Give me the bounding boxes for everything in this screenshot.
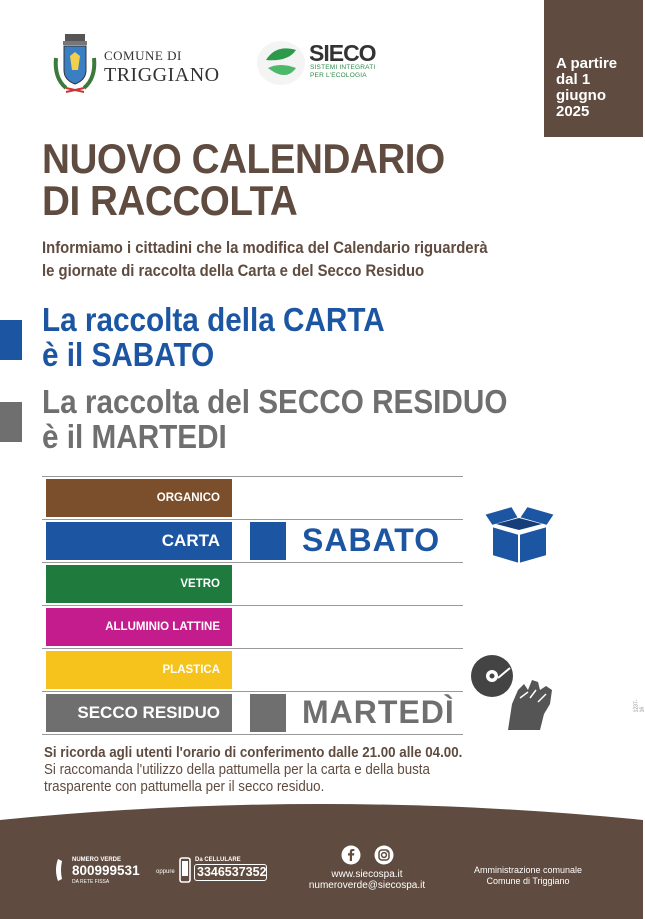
start-date-line3: giugno	[556, 87, 606, 104]
row-organico	[46, 479, 232, 517]
row-carta-label: CARTA	[161, 531, 220, 550]
row-alluminio-label: ALLUMINIO LATTINE	[105, 621, 220, 633]
phone-icon	[54, 857, 70, 883]
row-carta	[46, 522, 232, 560]
secco-notice	[42, 384, 582, 454]
info-line1: Informiamo i cittadini che la modifica del Calendario riguarderà	[42, 239, 488, 257]
mobile-number-label: Da CELLULARE	[195, 857, 241, 863]
residual-waste-icon	[468, 654, 556, 734]
print-code: 1237-16	[633, 699, 645, 713]
facebook-icon[interactable]	[341, 845, 361, 865]
green-number-sub: DA RETE FISSA	[72, 879, 110, 885]
green-number[interactable]: 800999531	[72, 863, 140, 878]
carta-day-marker	[250, 522, 286, 560]
row-vetro-label: VETRO	[180, 578, 220, 590]
table-rule	[42, 648, 463, 649]
comune-label: COMUNE DI	[104, 48, 182, 63]
carta-notice	[42, 302, 528, 372]
table-rule	[42, 605, 463, 606]
sieco-leaf-logo-icon	[256, 40, 306, 86]
row-plastica-label: PLASTICA	[162, 664, 220, 676]
instagram-icon[interactable]	[374, 845, 394, 865]
green-number-label: NUMERO VERDE	[72, 857, 122, 863]
website-link[interactable]: www.siecospa.it	[331, 869, 403, 880]
oppure-label: oppure	[156, 869, 175, 875]
row-secco	[46, 694, 232, 732]
carta-accent-bar	[0, 320, 22, 360]
info-line2: le giornate di raccolta della Carta e del Secco Residuo	[42, 262, 425, 280]
table-rule	[42, 562, 463, 563]
mobile-number[interactable]: 3346537352	[197, 865, 267, 879]
row-organico-label: ORGANICO	[156, 492, 220, 504]
admin-line1: Amministrazione comunale	[473, 865, 583, 875]
start-date-box	[544, 0, 643, 137]
admin-line2: Comune di Triggiano	[486, 876, 570, 886]
comune-name: TRIGGIANO	[104, 64, 220, 86]
table-rule	[42, 734, 463, 735]
sieco-name: SIECO	[309, 40, 376, 66]
title-line1: NUOVO CALENDARIO	[42, 135, 445, 182]
page-title	[42, 135, 484, 224]
container-recommendation-line2: trasparente con pattumella per il secco residuo.	[44, 779, 325, 795]
mobile-phone-icon	[179, 857, 191, 883]
start-date-line1: A partire	[556, 55, 618, 72]
table-rule	[42, 519, 463, 520]
secco-accent-bar	[0, 402, 22, 442]
row-vetro	[46, 565, 232, 603]
carta-notice-line2: è il SABATO	[42, 336, 215, 373]
info-text	[42, 237, 546, 283]
title-line2: DI RACCOLTA	[42, 177, 298, 224]
carta-day: SABATO	[302, 522, 441, 558]
sieco-tagline-2: PER L'ECOLOGIA	[310, 72, 367, 79]
start-date-line2: dal 1	[556, 71, 591, 88]
paper-box-icon	[482, 500, 557, 566]
container-recommendation-line1: Si raccomanda l'utilizzo della pattumella per la carta e della busta	[44, 762, 430, 778]
start-date-line4: 2025	[556, 103, 590, 120]
sieco-tagline-1: SISTEMI INTEGRATI	[310, 64, 376, 71]
secco-notice-line1: La raccolta del SECCO RESIDUO	[42, 383, 508, 420]
email-link[interactable]: numeroverde@siecospa.it	[308, 880, 426, 891]
row-secco-label: SECCO RESIDUO	[77, 703, 220, 722]
table-rule	[42, 476, 463, 477]
carta-notice-line1: La raccolta della CARTA	[42, 301, 385, 338]
secco-day-marker	[250, 694, 286, 732]
secco-notice-line2: è il MARTEDI	[42, 418, 227, 455]
container-recommendation	[44, 762, 578, 796]
table-rule	[42, 691, 463, 692]
schedule-reminder: Si ricorda agli utenti l'orario di conferimento dalle 21.00 alle 04.00.	[44, 745, 463, 761]
comune-crest-icon	[52, 34, 98, 96]
row-alluminio	[46, 608, 232, 646]
secco-day: MARTEDÌ	[302, 694, 455, 730]
row-plastica	[46, 651, 232, 689]
